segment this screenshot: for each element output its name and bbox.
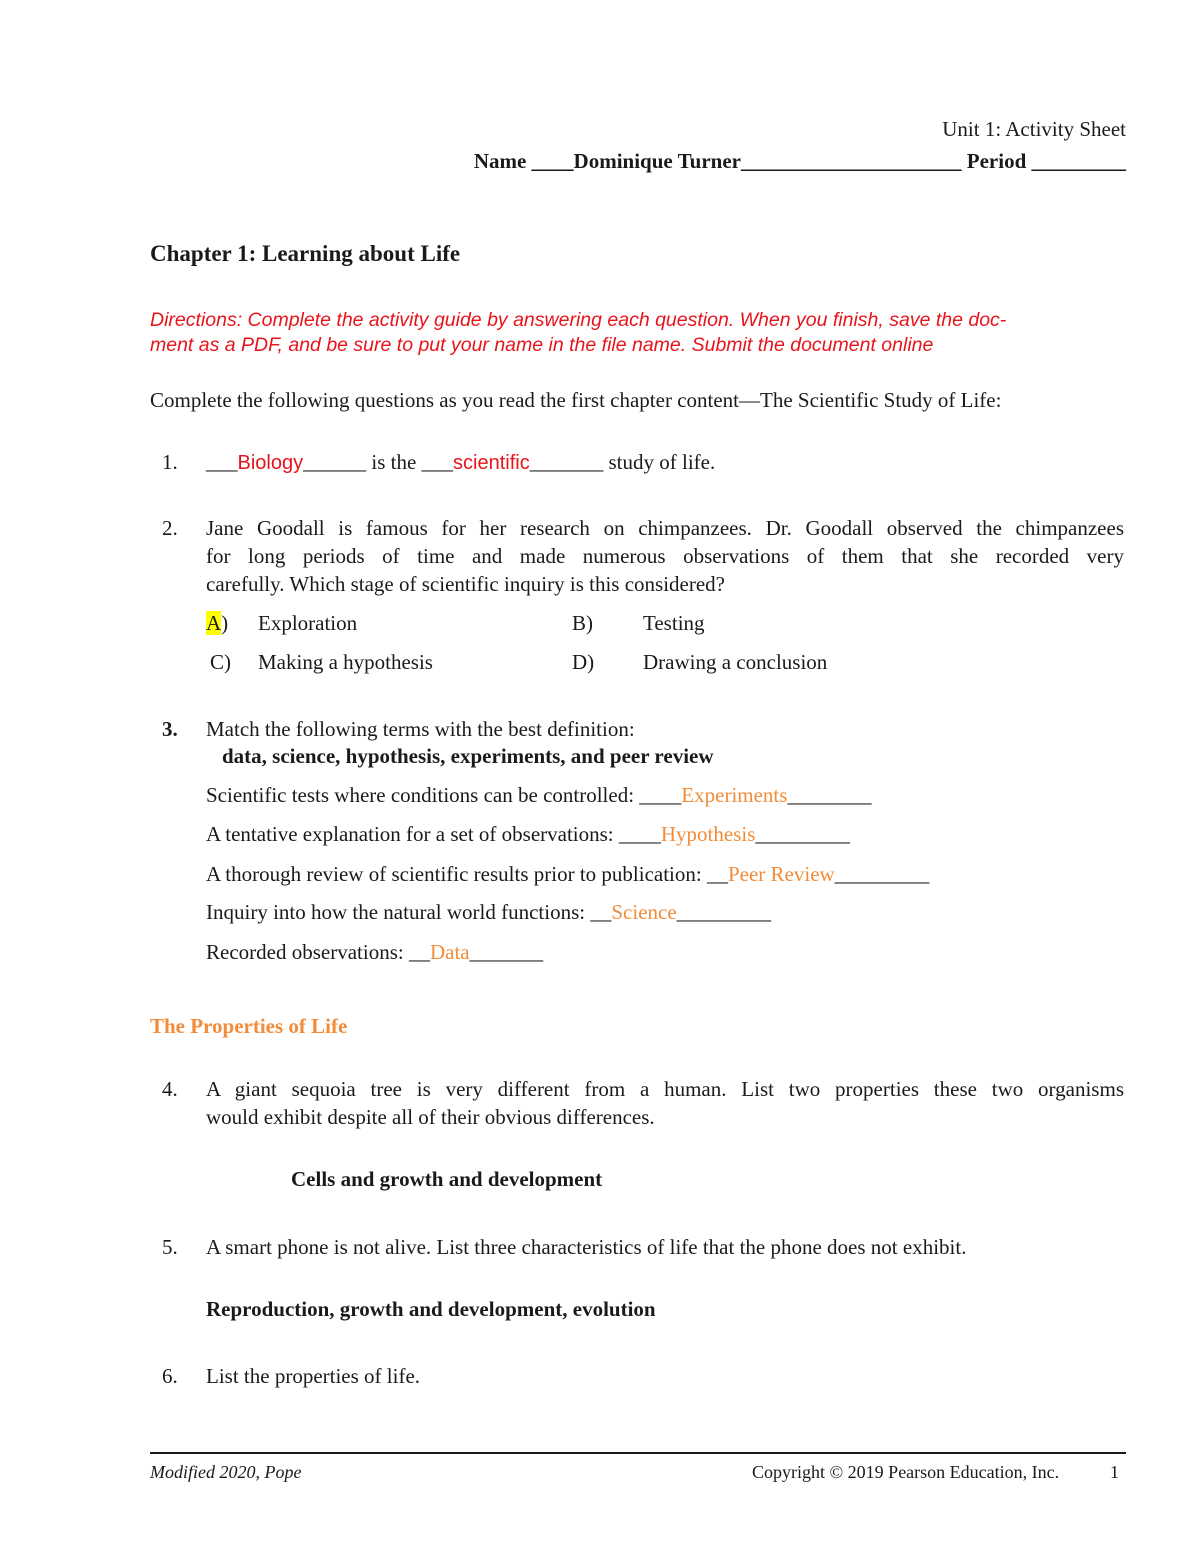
q2-option-a-text: Exploration xyxy=(258,611,358,635)
directions-line-2: ment as a PDF, and be sure to put your name in the file name. Submit the document online xyxy=(150,334,934,356)
q2-option-b[interactable] xyxy=(572,610,593,636)
q3-answer-hypothesis[interactable]: Hypothesis xyxy=(660,822,756,846)
name-label: Name xyxy=(473,149,527,173)
directions xyxy=(150,308,1006,358)
chapter-title: Chapter 1: Learning about Life xyxy=(150,241,461,266)
page-number: 1 xyxy=(1110,1462,1119,1482)
q3-item-definition: A tentative explanation for a set of observations: xyxy=(206,822,619,846)
q2-line-2: for long periods of time and made numerous observations of them that she recorded very xyxy=(206,544,1124,568)
q3-item-definition: Inquiry into how the natural world functions: xyxy=(206,900,591,924)
q2-number: 2. xyxy=(162,516,178,540)
q3-item-science xyxy=(206,899,771,925)
q4-number: 4. xyxy=(162,1077,178,1101)
q3-item-peer-review xyxy=(206,861,929,887)
q3-item-blank-pre: __ xyxy=(706,862,728,886)
footer-divider xyxy=(150,1452,1126,1454)
unit-label: Unit 1: Activity Sheet xyxy=(942,117,1126,141)
q3-item-blank-pre: ____ xyxy=(618,822,661,846)
q3-item-definition: A thorough review of scientific results prior to publication: xyxy=(206,862,707,886)
q2-option-d-letter: D xyxy=(572,650,588,674)
q1-mid: is the xyxy=(366,450,422,474)
q1-end: study of life. xyxy=(603,450,716,474)
student-name[interactable]: Dominique Turner xyxy=(573,149,742,173)
q3-item-data xyxy=(206,939,543,965)
q3-item-blank-post: ________ xyxy=(787,783,872,807)
q1-answer-2[interactable]: scientific xyxy=(453,452,530,474)
q2-option-d-text: Drawing a conclusion xyxy=(643,650,828,674)
q2-line-1: Jane Goodall is famous for her research on chimpanzees. Dr. Goodall observed the chimpanzees xyxy=(206,516,1124,540)
q3-item-definition: Scientific tests where conditions can be controlled: xyxy=(206,783,640,807)
q3-item-experiments xyxy=(206,782,871,808)
footer-modified: Modified 2020, Pope xyxy=(150,1462,302,1482)
q2-option-b-letter: B xyxy=(572,611,587,635)
q1-blank1-pre: ___ xyxy=(206,450,238,474)
q2-option-d-paren: ) xyxy=(587,650,595,674)
period-field[interactable]: _________ xyxy=(1031,149,1126,173)
intro-text: Complete the following questions as you read the first chapter content—The Scientific Study of Life: xyxy=(150,388,1002,412)
q3-item-blank-pre: ____ xyxy=(639,783,682,807)
q3-item-blank-post: _______ xyxy=(469,940,544,964)
q1-blank1-post: ______ xyxy=(303,450,367,474)
q3-item-blank-post: _________ xyxy=(834,862,930,886)
q5-number: 5. xyxy=(162,1235,178,1259)
q3-terms: data, science, hypothesis, experiments, and peer review xyxy=(222,744,714,768)
q1-text xyxy=(206,449,715,476)
footer-copyright: Copyright © 2019 Pearson Education, Inc. xyxy=(752,1462,1060,1482)
q2-option-c-letter: C xyxy=(210,650,225,674)
q3-prompt: Match the following terms with the best definition: xyxy=(206,717,635,741)
q2-line-3: carefully. Which stage of scientific inquiry is this considered? xyxy=(206,572,726,596)
q2-option-a-letter: A xyxy=(206,611,222,635)
q6-line-1: List the properties of life. xyxy=(206,1364,421,1388)
period-label: Period xyxy=(966,149,1027,173)
q3-answer-experiments[interactable]: Experiments xyxy=(681,783,788,807)
q2-option-b-paren: ) xyxy=(586,611,594,635)
q2-option-a-paren: ) xyxy=(221,611,229,635)
q2-option-c-text: Making a hypothesis xyxy=(258,650,433,674)
q1-answer-1[interactable]: Biology xyxy=(237,452,304,474)
q3-item-hypothesis xyxy=(206,821,850,847)
q3-item-blank-pre: __ xyxy=(408,940,430,964)
q2-option-d[interactable] xyxy=(572,649,594,675)
name-blank-prefix: ____ xyxy=(531,149,574,173)
section-title-properties-of-life: The Properties of Life xyxy=(150,1014,348,1038)
q1-number: 1. xyxy=(162,450,178,474)
name-blank-suffix: _____________________ xyxy=(741,149,962,173)
q3-item-definition: Recorded observations: xyxy=(206,940,409,964)
q2-option-c[interactable] xyxy=(210,649,231,675)
directions-line-1: Directions: Complete the activity guide by answering each question. When you finish, save the doc- xyxy=(150,309,1007,331)
q3-number: 3. xyxy=(162,717,178,741)
q3-answer-science[interactable]: Science xyxy=(611,900,677,924)
q2-option-a[interactable] xyxy=(206,610,228,636)
q6-number: 6. xyxy=(162,1364,178,1388)
name-period-line xyxy=(474,148,1126,174)
q4-line-2: would exhibit despite all of their obvious differences. xyxy=(206,1105,655,1129)
q3-item-blank-post: _________ xyxy=(755,822,850,846)
q2-option-c-paren: ) xyxy=(224,650,232,674)
q2-option-b-text: Testing xyxy=(643,611,705,635)
q4-answer[interactable]: Cells and growth and development xyxy=(291,1167,603,1191)
q1-blank2-post: _______ xyxy=(529,450,604,474)
q3-item-blank-pre: __ xyxy=(590,900,612,924)
q5-answer[interactable]: Reproduction, growth and development, evolution xyxy=(206,1297,656,1321)
q5-line-1: A smart phone is not alive. List three characteristics of life that the phone does not exhibit. xyxy=(206,1235,967,1259)
q3-answer-peer-review[interactable]: Peer Review xyxy=(727,862,835,886)
q3-answer-data[interactable]: Data xyxy=(429,940,470,964)
q3-item-blank-post: _________ xyxy=(676,900,772,924)
q4-line-1: A giant sequoia tree is very different from a human. List two properties these two organisms xyxy=(206,1077,1124,1101)
q1-blank2-pre: ___ xyxy=(421,450,454,474)
